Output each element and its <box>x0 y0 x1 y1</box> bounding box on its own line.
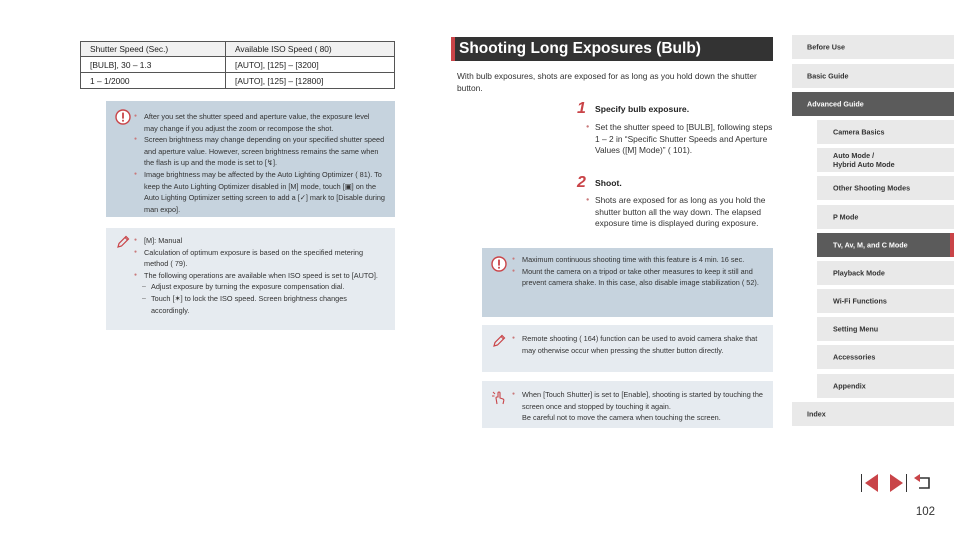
nav-item-label: Accessories <box>833 352 876 362</box>
nav-item-p-mode[interactable] <box>817 205 954 229</box>
list-subitem: – Adjust exposure by turning the exposure compensation dial. <box>134 281 385 293</box>
return-icon[interactable] <box>912 472 934 494</box>
table-row <box>81 57 395 73</box>
list-item: ● [M]: Manual <box>134 235 385 247</box>
nav-item-label: Tv, Av, M, and C Mode <box>833 240 908 250</box>
nav-item-label: Before Use <box>807 42 845 52</box>
nav-item-advanced-guide[interactable] <box>792 92 954 116</box>
touch-hand-icon <box>490 389 508 407</box>
nav-item-label: Auto Mode / Hybrid Auto Mode <box>833 151 895 169</box>
list-item: ● When [Touch Shutter] is set to [Enable], shooting is started by touching the screen once and stopped by touching it again. <box>512 389 765 412</box>
list-subitem: – Touch [✶] to lock the ISO speed. Screen brightness changes accordingly. <box>134 293 385 316</box>
nav-item-label: Playback Mode <box>833 268 885 278</box>
list-item: ● Remote shooting ( 164) function can be used to avoid camera shake that may otherwise occur when pressing the shutter button directly. <box>512 333 765 356</box>
step-number: 1 <box>577 100 586 117</box>
nav-item-label: Advanced Guide <box>807 99 864 109</box>
table-header-row <box>81 42 395 57</box>
caution-list <box>134 111 385 215</box>
nav-item-setting-menu[interactable] <box>817 317 954 341</box>
table-header-cell: Available ISO Speed ( 80) <box>226 42 395 57</box>
caution-note-box <box>106 101 395 217</box>
touch-note-box <box>482 381 773 428</box>
step-title: Shoot. <box>595 178 622 188</box>
memo-list <box>512 333 765 356</box>
nav-item-label: Wi-Fi Functions <box>833 296 887 306</box>
table-header-cell: Shutter Speed (Sec.) <box>81 42 226 57</box>
table-cell: [AUTO], [125] – [12800] <box>226 73 395 89</box>
caution-note-box <box>482 248 773 317</box>
page-navigation <box>860 472 935 494</box>
list-item: ● Mount the camera on a tripod or take other measures to keep it still and prevent camera shake. In this case, also disable image stabilization ( 52). <box>512 266 765 289</box>
pencil-icon <box>491 333 507 349</box>
nav-item-label: Other Shooting Modes <box>833 183 911 193</box>
nav-item-other-shooting-modes[interactable] <box>817 176 954 200</box>
table-row <box>81 73 395 89</box>
nav-item-playback-mode[interactable] <box>817 261 954 285</box>
nav-item-wifi-functions[interactable] <box>817 289 954 313</box>
list-item: ● Image brightness may be affected by the Auto Lighting Optimizer ( 81). To keep the Auto Lighting Optimizer disabled in [M] mode, touch [▣] on the Auto Lighting Optimizer setting screen to add a [✓] mark to [Disable during man expo]. <box>134 169 385 215</box>
nav-item-label: Appendix <box>833 381 866 391</box>
nav-item-appendix[interactable] <box>817 374 954 398</box>
nav-item-label: Setting Menu <box>833 324 879 334</box>
nav-item-tv-av-m-c-mode[interactable] <box>817 233 954 257</box>
next-page-icon[interactable] <box>886 472 908 494</box>
step-title: Specify bulb exposure. <box>595 104 690 114</box>
nav-item-label: Index <box>807 409 826 419</box>
nav-item-label: P Mode <box>833 212 859 222</box>
caution-icon <box>491 256 507 272</box>
nav-item-basic-guide[interactable] <box>792 64 954 88</box>
list-item: ● Maximum continuous shooting time with this feature is 4 min. 16 sec. <box>512 254 765 266</box>
pencil-icon <box>115 234 131 250</box>
step-number: 2 <box>577 174 586 191</box>
list-item: ● The following operations are available when ISO speed is set to [AUTO]. <box>134 270 385 282</box>
section-title-bar <box>451 37 773 61</box>
nav-item-accessories[interactable] <box>817 345 954 369</box>
memo-note-box <box>482 325 773 372</box>
iso-speed-table <box>80 41 395 89</box>
table-cell: [BULB], 30 – 1.3 <box>81 57 226 73</box>
list-item: ● After you set the shutter speed and aperture value, the exposure level may change if you adjust the zoom or recompose the shot. <box>134 111 385 134</box>
memo-note-box <box>106 228 395 330</box>
memo-list <box>134 235 385 316</box>
step-body: ● Set the shutter speed to [BULB], following steps 1 – 2 in “Specific Shutter Speeds and Aperture Values ([M] Mode)” ( 101). <box>586 122 776 157</box>
page-number: 102 <box>915 506 935 518</box>
nav-item-before-use[interactable] <box>792 35 954 59</box>
list-item: ● Calculation of optimum exposure is based on the specified metering method ( 79). <box>134 247 385 270</box>
prev-page-icon[interactable] <box>860 472 882 494</box>
list-item: ● Screen brightness may change depending on your specified shutter speed and aperture value. However, screen brightness remains the same when the flash is up and the mode is set to [↯]. <box>134 134 385 169</box>
nav-item-index[interactable] <box>792 402 954 426</box>
nav-item-label: Basic Guide <box>807 71 849 81</box>
nav-item-auto-mode[interactable] <box>817 148 954 172</box>
touch-list <box>512 389 765 424</box>
caution-icon <box>115 109 131 125</box>
section-title: Shooting Long Exposures (Bulb) <box>459 40 701 57</box>
nav-item-camera-basics[interactable] <box>817 120 954 144</box>
section-intro: With bulb exposures, shots are exposed for as long as you hold down the shutter button. <box>457 71 757 93</box>
caution-list <box>512 254 765 289</box>
list-item-continuation: Be careful not to move the camera when touching the screen. <box>522 413 721 423</box>
nav-item-label: Camera Basics <box>833 127 885 137</box>
step-body: ● Shots are exposed for as long as you hold the shutter button all the way down. The elapsed exposure time is displayed during exposure. <box>586 195 776 230</box>
table-cell: [AUTO], [125] – [3200] <box>226 57 395 73</box>
table-cell: 1 – 1/2000 <box>81 73 226 89</box>
